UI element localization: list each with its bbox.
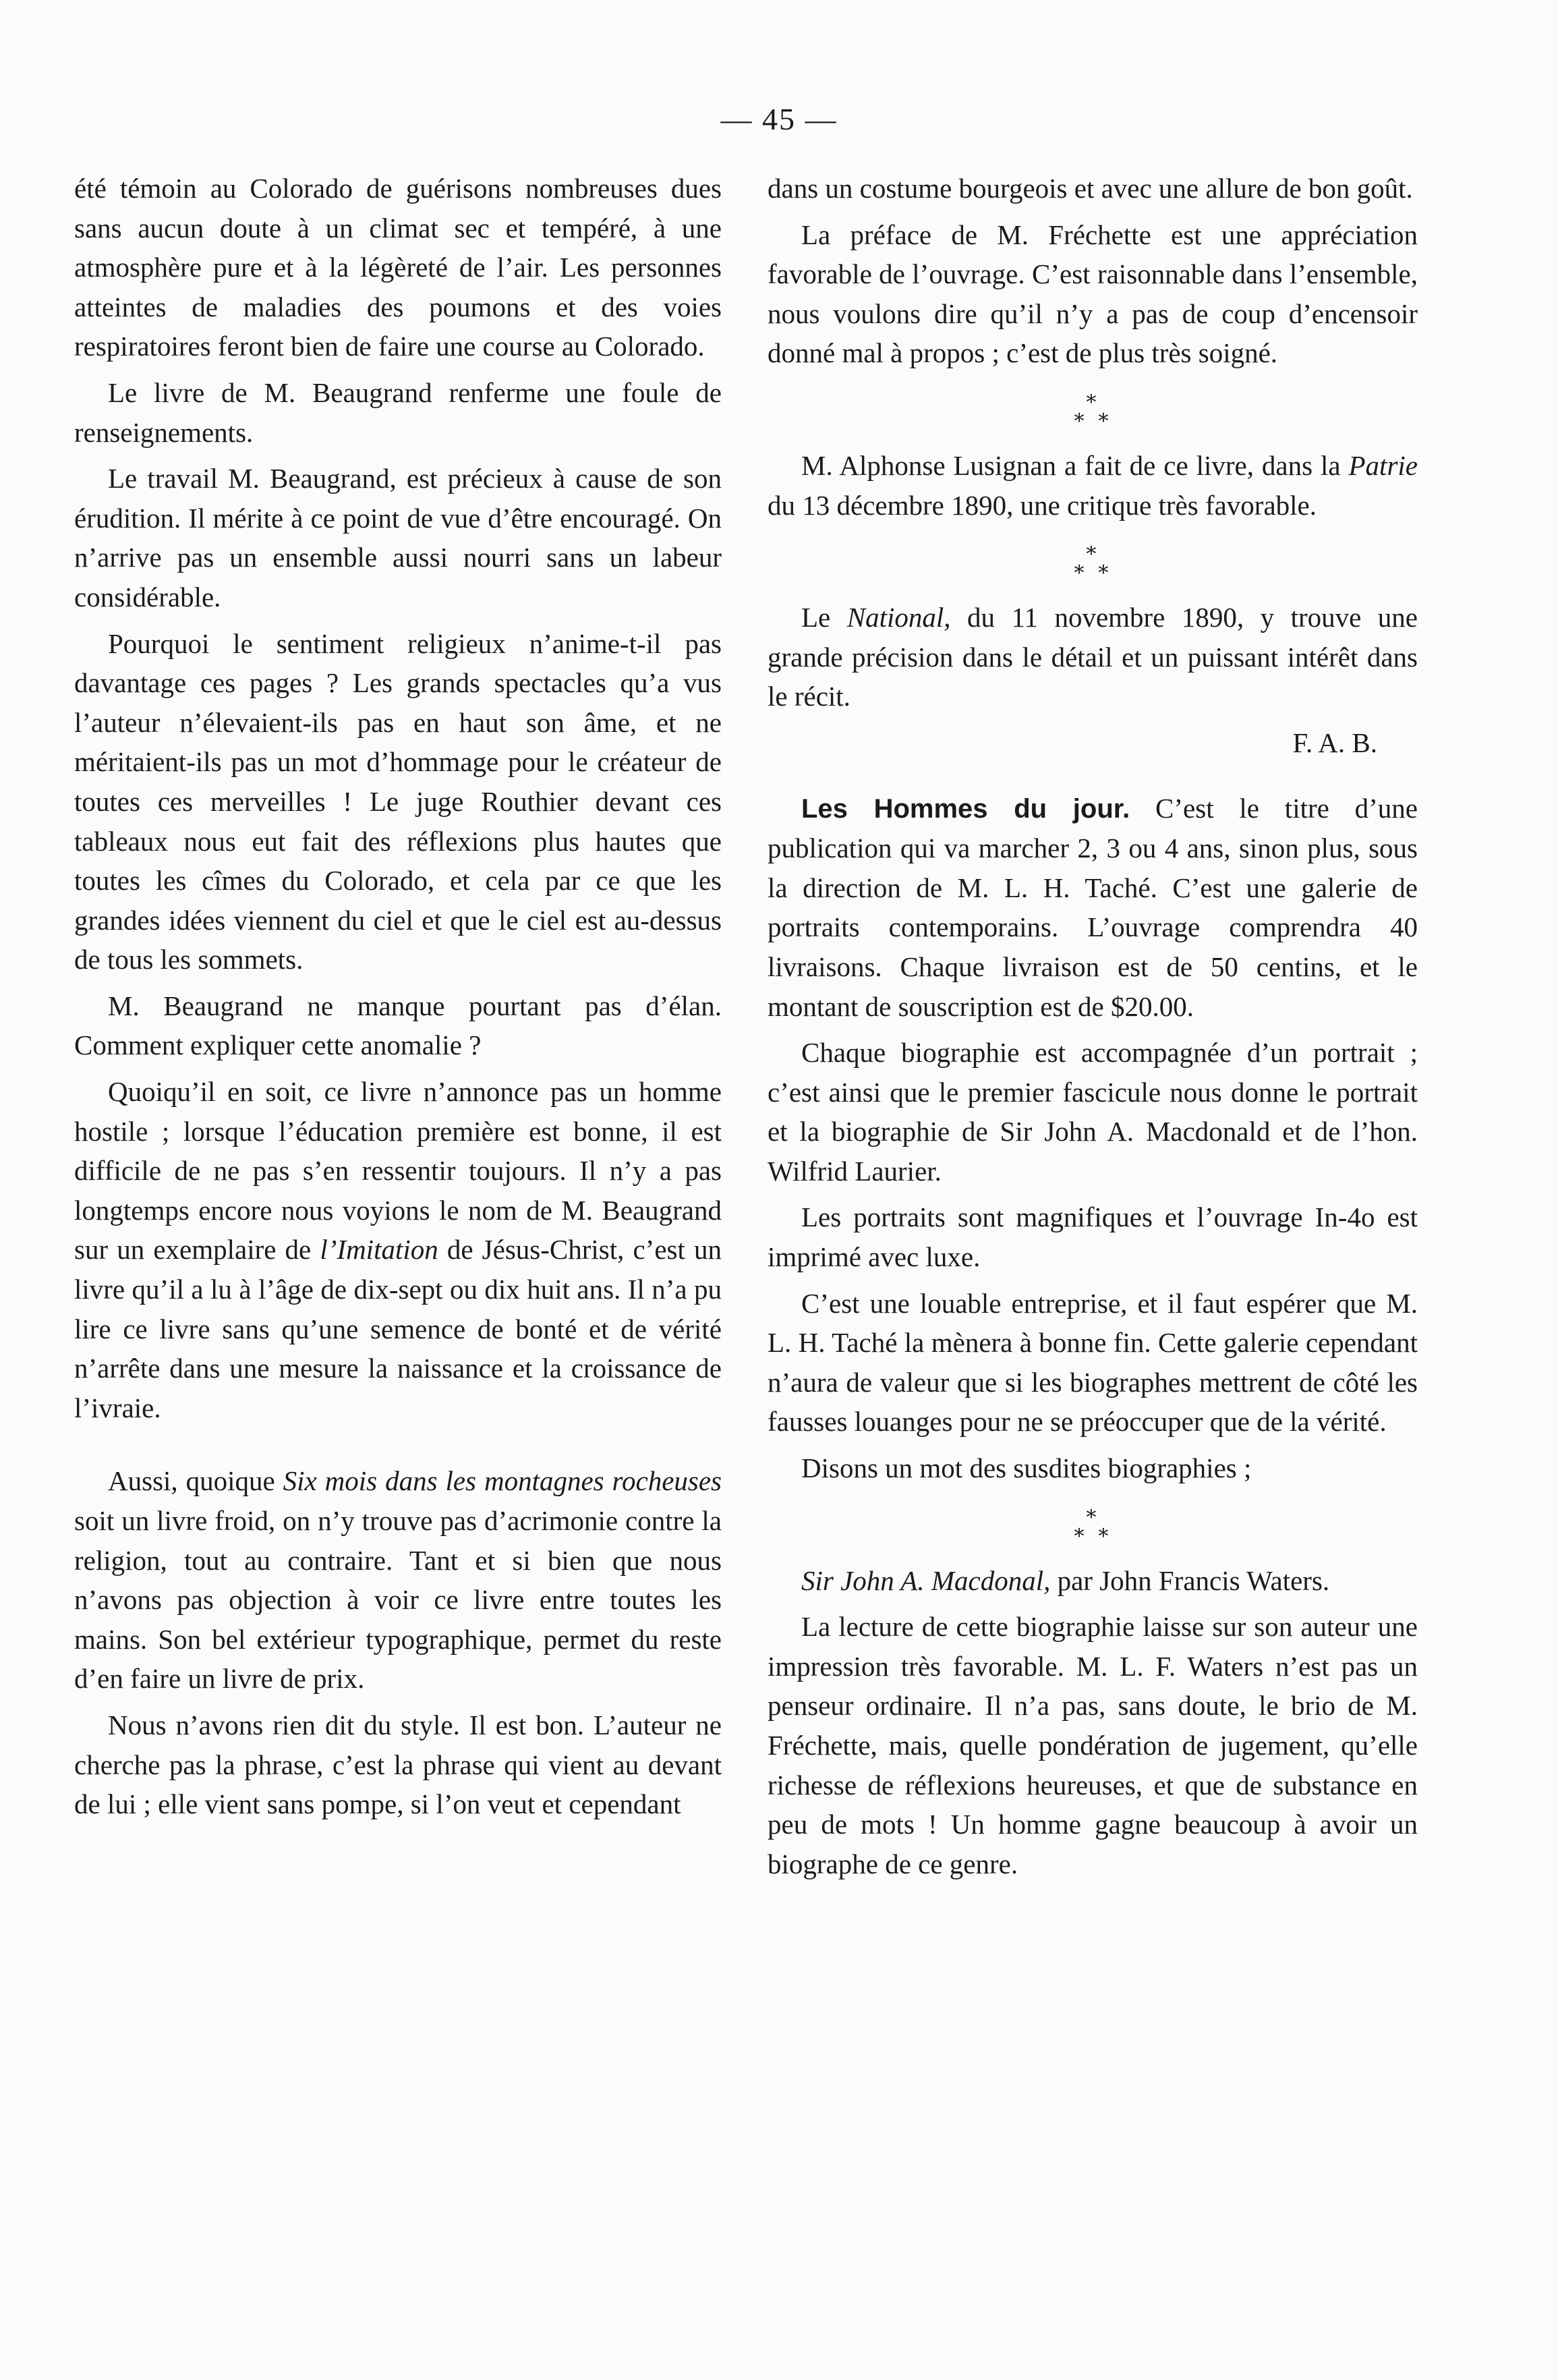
- paragraph: [74, 1072, 722, 1427]
- asterism-ornament: ∗ ∗ ∗: [1072, 1502, 1114, 1543]
- text-run: par John Francis Waters.: [1050, 1564, 1330, 1596]
- paragraph: [768, 446, 1418, 525]
- text-run: soit un livre froid, on n’y trouve pas d’acrimonie contre la religion, tout au contraire. Tant et si bien que nous n’avons pas objection à voir ce livre entre toutes les mains. Son bel extérieur typographique, permet du reste d’en faire un livre de prix.: [74, 1505, 722, 1695]
- paragraph: La lecture de cette biographie laisse sur son auteur une impression très favorable. M. L. F. Waters n’est pas un penseur ordinaire. Il n’a pas, sans doute, le brio de M. Fréchette, mais, quelle pondération de jugement, qu’elle richesse de réflexions heureuses, et que de substance en peu de mots ! Un homme gagne beaucoup à avoir un biographe de ce genre.: [768, 1611, 1418, 1879]
- paragraph: Pourquoi le sentiment religieux n’anime-t-il pas davantage ces pages ? Les grands spectacles qu’a vus l’auteur n’élevaient-ils pas en haut son âme, et ne méritaient-ils pas un mot d’hommage pour le créateur de toutes ces merveilles ! Le juge Routhier devant ces tableaux nous eut fait des réflexions plus hautes que toutes les cîmes du Colorado, et cela par ce que les grandes idées viennent du ciel et que le ciel est au-dessus de tous les sommets.: [74, 627, 722, 975]
- paragraph: [74, 1461, 722, 1699]
- paragraph: Disons un mot des susdites biographies ;: [801, 1452, 1252, 1484]
- text-run: du 13 décembre 1890, une critique très favorable.: [768, 489, 1317, 521]
- text-run: du 11 novembre 1890, y trouve une grande précision dans le détail et un puissant intérêt dans le récit.: [768, 602, 1418, 712]
- paragraph: Chaque biographie est accompagnée d’un portrait ; c’est ainsi que le premier fascicule nous donne le portrait et la biographie de Sir John A. Macdonald et de l’hon. Wilfrid Laurier.: [768, 1037, 1418, 1187]
- text-run: Aussi, quoique: [108, 1465, 283, 1497]
- paragraph: Le travail M. Beaugrand, est précieux à cause de son érudition. Il mérite à ce point de vue d’être encouragé. On n’arrive pas un ensemble aussi nourri sans un labeur considérable.: [74, 463, 722, 613]
- signature: F. A. B.: [1292, 727, 1377, 758]
- section-heading: Les Hommes du jour.: [801, 793, 1130, 824]
- newspaper-title: Patrie: [1348, 449, 1418, 481]
- paragraph: C’est une louable entreprise, et il faut espérer que M. L. H. Taché la mènera à bonne fin. Cette galerie cependant n’aura de valeur que si les biographes mettrent de côté les fausses louanges pour ne se préoccuper que de la vérité.: [768, 1287, 1418, 1438]
- asterism-ornament: ∗ ∗ ∗: [1072, 387, 1114, 428]
- paragraph: [768, 789, 1418, 1027]
- left-column: [74, 169, 722, 1831]
- paragraph: [768, 598, 1418, 716]
- paragraph: M. Beaugrand ne manque pourtant pas d’élan. Comment expliquer cette anomalie ?: [74, 990, 722, 1061]
- paragraph: dans un costume bourgeois et avec une allure de bon goût.: [768, 173, 1413, 204]
- right-column: [768, 169, 1418, 1890]
- paragraph: Le livre de M. Beaugrand renferme une foule de renseignements.: [74, 376, 722, 448]
- newspaper-title: National,: [846, 602, 951, 633]
- book-title: l’Imitation: [320, 1234, 438, 1266]
- asterism-ornament: ∗ ∗ ∗: [1072, 539, 1114, 581]
- paragraph: [768, 1561, 1418, 1601]
- paragraph: Les portraits sont magnifiques et l’ouvrage In-4o est imprimé avec luxe.: [768, 1201, 1418, 1273]
- paragraph: La préface de M. Fréchette est une appréciation favorable de l’ouvrage. C’est raisonnable dans l’ensemble, nous voulons dire qu’il n’y a pas de coup d’encensoir donné mal à propos ; c’est de plus très soigné.: [768, 219, 1418, 369]
- text-run: de Jésus-Christ, c’est un livre qu’il a lu à l’âge de dix-sept ou dix huit ans. Il n’a pu lire ce livre sans qu’une semence de bonté et de vérité n’arrête dans une mesure la naissance et la croissance de l’ivraie.: [74, 1234, 722, 1423]
- text-run: M. Alphonse Lusignan a fait de ce livre, dans la: [801, 449, 1349, 481]
- paragraph: Nous n’avons rien dit du style. Il est bon. L’auteur ne cherche pas la phrase, c’est la phrase qui vient au devant de lui ; elle vient sans pompe, si l’on veut et cependant: [74, 1709, 722, 1820]
- text-run: Le: [801, 602, 847, 633]
- biography-title: Sir John A. Macdonal,: [801, 1564, 1051, 1596]
- paragraph: été témoin au Colorado de guérisons nombreuses dues sans aucun doute à un climat sec et tempéré, à une atmosphère pure et à la légèreté de l’air. Les personnes atteintes de maladies des poumons et des voies respiratoires feront bien de faire une course au Colorado.: [74, 173, 722, 362]
- page-number: — 45 —: [720, 102, 838, 136]
- text-run: C’est le titre d’une publication qui va marcher 2, 3 ou 4 ans, sinon plus, sous la direction de M. L. H. Taché. C’est une galerie de portraits contemporains. L’ouvrage comprendra 40 livraisons. Chaque livraison est de 50 centins, et le montant de souscription est de $20.00.: [768, 792, 1418, 1022]
- book-title: Six mois dans les montagnes rocheuses: [283, 1465, 722, 1497]
- text-run: Quoiqu’il en soit, ce livre n’annonce pas un homme hostile ; lorsque l’éducation première est bonne, il est difficile de ne pas s’en ressentir toujours. Il n’y a pas longtemps encore nous voyions le nom de M. Beaugrand sur un exemplaire de: [74, 1076, 722, 1266]
